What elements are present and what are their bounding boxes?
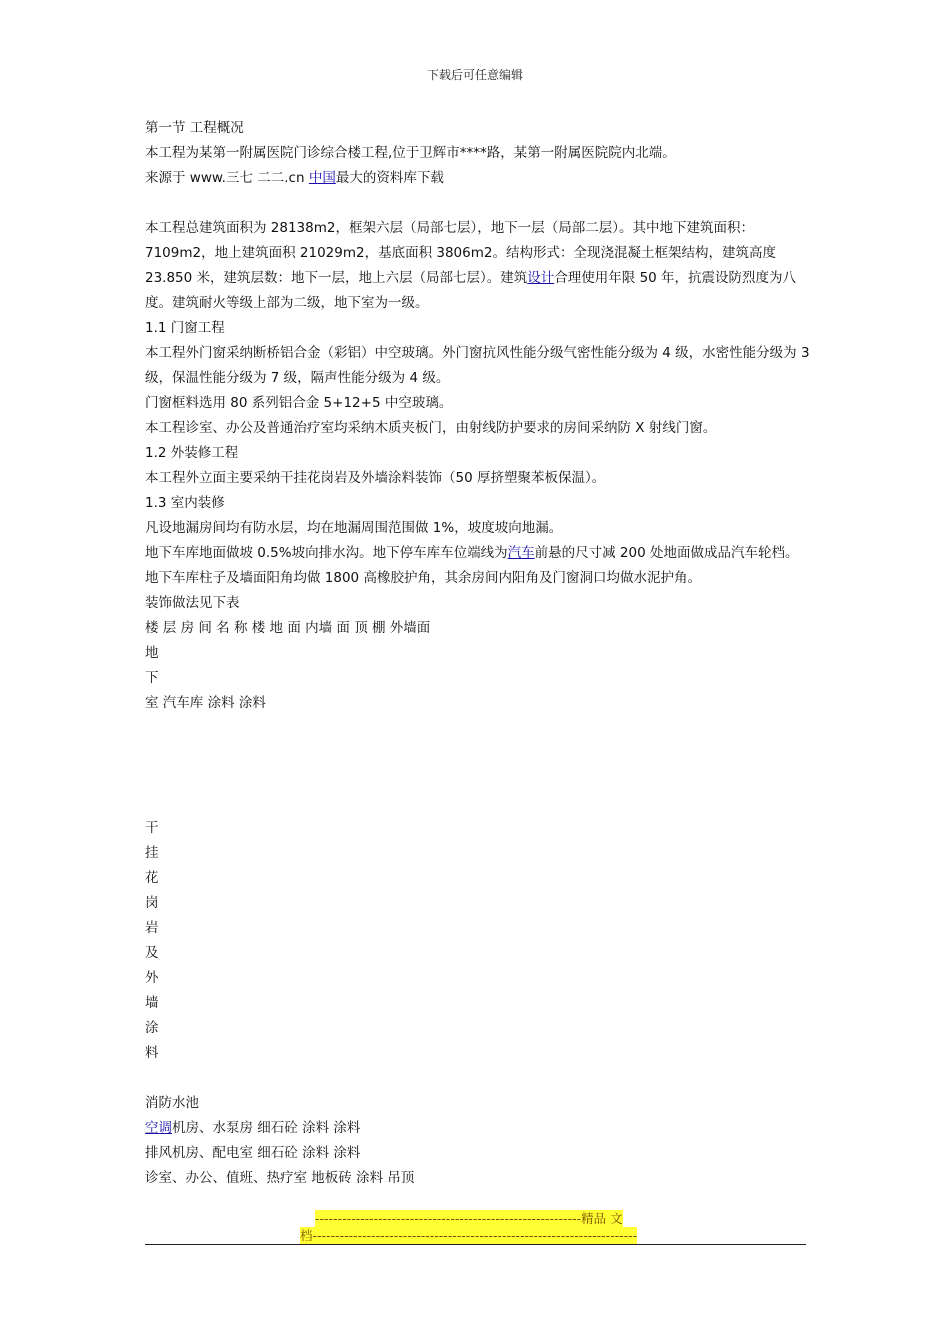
fire-pool-row: 消防水池: [145, 1095, 199, 1111]
basement-garage-row: 室 汽车库 涂料 涂料: [145, 695, 266, 711]
doors-windows-paragraph-a: 本工程外门窗采纳断桥铝合金（彩铝）中空玻璃。外门窗抗风性能分级气密性能分级为 4 级，水密性能分级为 3 级，保温性能分级为 7 级，隔声性能分级为 4 级。: [145, 345, 810, 386]
doors-windows-paragraph-c: 本工程诊室、办公及普通治疗室均采纳木质夹板门，由射线防护要求的房间采纳防 X 射线门窗。: [145, 420, 717, 436]
footer-line-2: 档------------------------------------------------------------------------: [300, 1228, 638, 1243]
vertical-char: 料: [145, 1045, 159, 1061]
footer-watermark: [300, 1210, 637, 1244]
vertical-char: 及: [145, 945, 159, 961]
doors-windows-paragraph-b: 门窗框料选用 80 系列铝合金 5+12+5 中空玻璃。: [145, 395, 453, 411]
exterior-finish-paragraph: 本工程外立面主要采纳干挂花岗岩及外墙涂料装饰（50 厚挤塑聚苯板保温）。: [145, 470, 606, 486]
table-intro: 装饰做法见下表: [145, 595, 240, 611]
vertical-char: 墙: [145, 995, 159, 1011]
design-link[interactable]: 设计: [527, 270, 555, 286]
vertical-char: 干: [145, 820, 159, 836]
intro-paragraph: 本工程为某第一附属医院门诊综合楼工程,位于卫辉市****路，某第一附属医院院内北端。: [145, 145, 676, 161]
blank-line: [145, 1066, 810, 1091]
ac-room-text: 机房、水泵房 细石砼 涂料 涂料: [172, 1120, 361, 1136]
section-title: 第一节 工程概况: [145, 120, 244, 136]
overview-text-2: 合理使用年限 50 年，抗震设防烈度为八度。建筑耐火等级上部为二级，地下室为一级。: [145, 270, 797, 311]
document-body: [145, 116, 810, 1191]
blank-line: [145, 191, 810, 216]
interior-b-suffix: 前悬的尺寸减 200 处地面做成品汽车轮档。: [534, 545, 799, 561]
interior-b-prefix: 地下车库地面做坡 0.5%坡向排水沟。地下停车库车位端线为: [145, 545, 508, 561]
overview-paragraph: [145, 216, 810, 316]
header-note: 下载后可任意编辑: [426, 68, 523, 82]
interior-paragraph-c: 地下车库柱子及墙面阳角均做 1800 高橡胶护角，其余房间内阳角及门窗洞口均做水泥护角。: [145, 570, 701, 586]
clinic-row: 诊室、办公、值班、热疗室 地板砖 涂料 吊顶: [145, 1170, 415, 1186]
heading-exterior-finish: 1.2 外装修工程: [145, 445, 239, 461]
table-header: 楼 层 房 间 名 称 楼 地 面 内墙 面 顶 棚 外墙面: [145, 620, 431, 636]
vertical-char: 岗: [145, 895, 159, 911]
source-line: [145, 166, 810, 191]
footer-rule: [145, 1244, 806, 1245]
interior-paragraph-a: 凡设地漏房间均有防水层，均在地漏周围范围做 1%，坡度坡向地漏。: [145, 520, 563, 536]
overview-text-1: 本工程总建筑面积为 28138m2，框架六层（局部七层），地下一层（局部二层）。其中地下建筑面积：7109m2，地上建筑面积 21029m2，基底面积 3806m2。结构形式：全现浇混凝土框架结构，建筑高度 23.850 米，建筑层数：地下一层，地上六层（局部七层）。建筑: [145, 220, 776, 286]
exhaust-room-row: 排风机房、配电室 细石砼 涂料 涂料: [145, 1145, 361, 1161]
source-suffix: 最大的资料库下载: [335, 170, 444, 186]
vertical-char: 涂: [145, 1020, 159, 1036]
basement-char: 地: [145, 645, 159, 661]
vertical-char: 花: [145, 870, 159, 886]
heading-interior-finish: 1.3 室内装修: [145, 495, 225, 511]
car-link[interactable]: 汽车: [507, 545, 535, 561]
ac-link[interactable]: 空调: [145, 1120, 172, 1136]
spacer: [145, 716, 810, 816]
source-prefix: 来源于 www.三七 二二.cn: [145, 170, 309, 186]
vertical-char: 岩: [145, 920, 159, 936]
basement-char: 下: [145, 670, 159, 686]
vertical-char: 挂: [145, 845, 159, 861]
interior-paragraph-b: [145, 541, 810, 566]
footer-line-1: -----------------------------------------------------------精品 文: [315, 1211, 623, 1226]
heading-doors-windows: 1.1 门窗工程: [145, 320, 225, 336]
ac-room-row: [145, 1116, 810, 1141]
vertical-char: 外: [145, 970, 159, 986]
source-link[interactable]: 中国: [308, 170, 336, 186]
